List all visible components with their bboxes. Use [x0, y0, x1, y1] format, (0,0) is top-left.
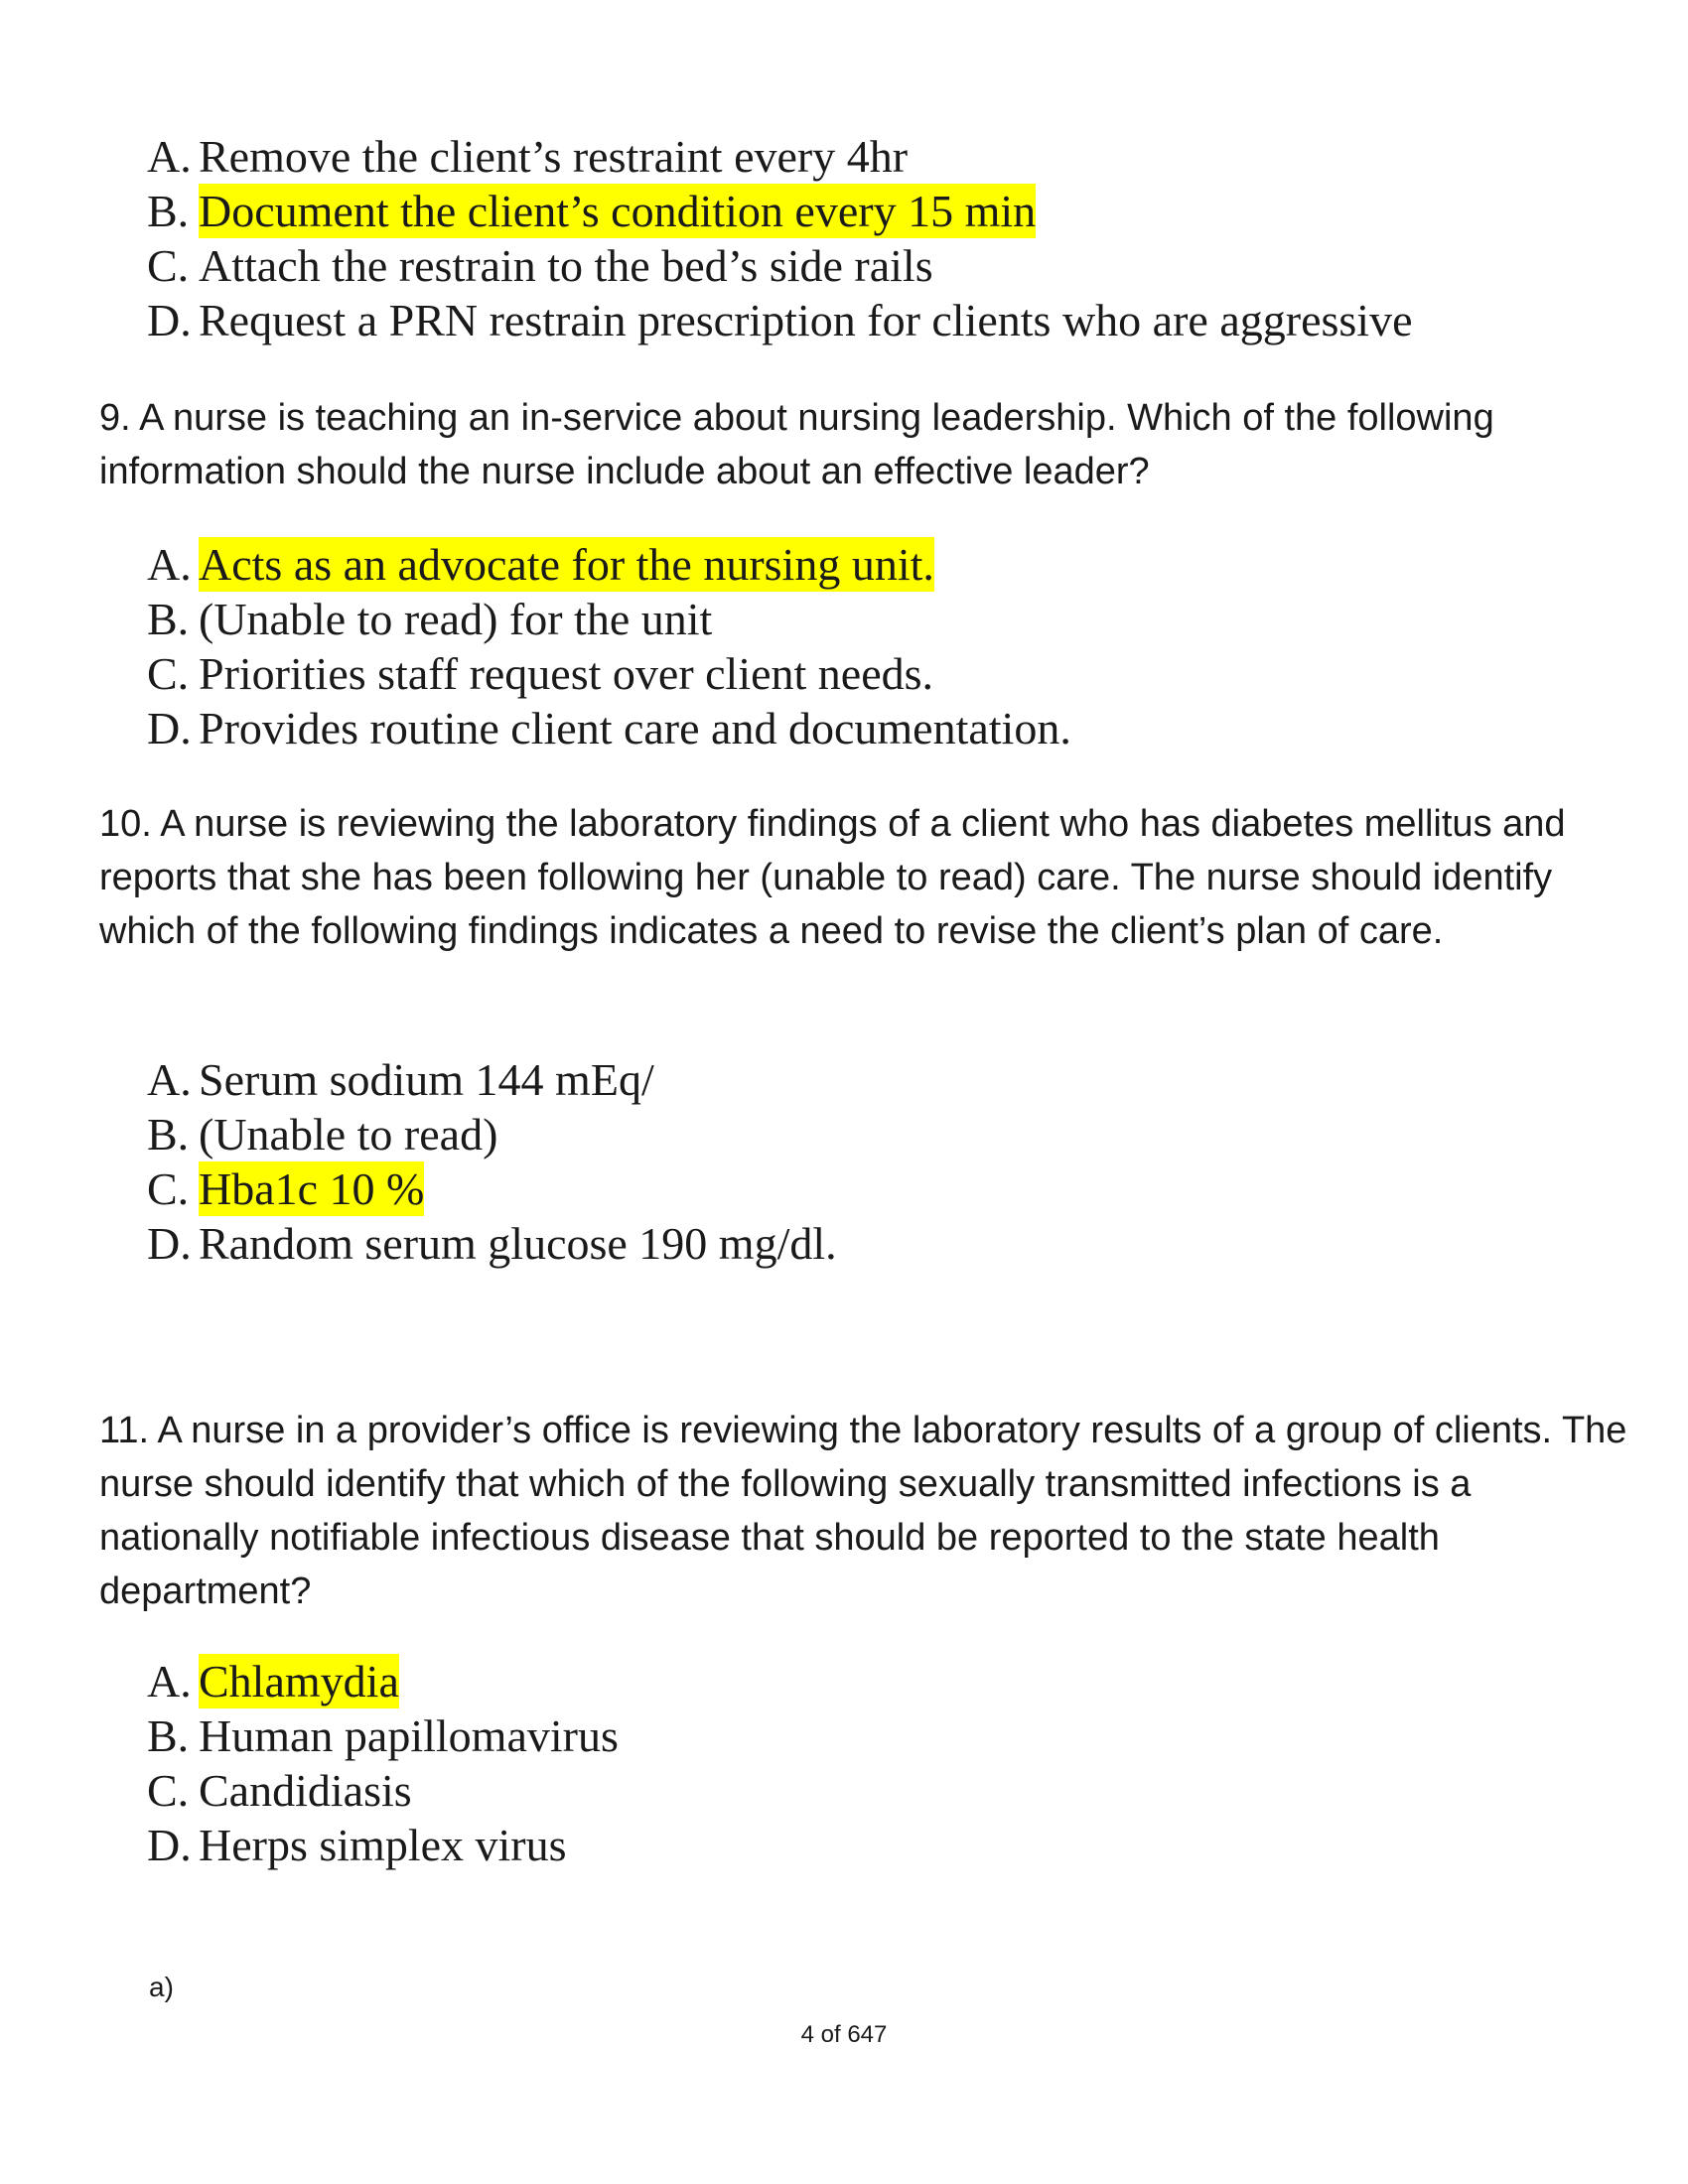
question-9-option-d [147, 701, 1071, 755]
option-letter: B. [147, 1710, 190, 1761]
option-letter: A. [147, 1054, 192, 1105]
question-11-option-b [147, 1708, 619, 1763]
question-10-options [147, 1052, 837, 1271]
question-8-options [147, 129, 1412, 347]
option-text: (Unable to read) [199, 1109, 498, 1160]
option-text: Candidiasis [199, 1765, 412, 1816]
option-letter: D. [147, 295, 192, 345]
option-letter: B. [147, 186, 190, 236]
option-letter: D. [147, 703, 192, 753]
option-text: Attach the restrain to the bed’s side rails [199, 240, 933, 291]
question-9-options [147, 537, 1071, 755]
question-11-option-d [147, 1818, 619, 1872]
question-10-option-b [147, 1107, 837, 1161]
option-text: Hba1c 10 % [199, 1163, 425, 1214]
option-text: Acts as an advocate for the nursing unit. [199, 539, 934, 590]
option-letter: A. [147, 539, 192, 590]
question-9-option-c [147, 646, 1071, 701]
option-text: Serum sodium 144 mEq/ [199, 1054, 654, 1105]
question-11-option-c [147, 1763, 619, 1818]
option-text: Request a PRN restrain prescription for clients who are aggressive [199, 295, 1413, 345]
option-text: Document the client’s condition every 15 min [199, 186, 1037, 236]
option-letter: A. [147, 1656, 192, 1706]
question-8-option-a [147, 129, 1412, 184]
question-8-option-b [147, 184, 1412, 238]
question-8-option-c [147, 238, 1412, 293]
option-text: Remove the client’s restraint every 4hr [199, 131, 909, 182]
question-9-text: 9. A nurse is teaching an in-service about nursing leadership. Which of the following information should the nurse include about an effective leader? [99, 397, 1494, 492]
question-10-text: 10. A nurse is reviewing the laboratory findings of a client who has diabetes mellitus and reports that she has been following her (unable to read) care. The nurse should identify which of the following findings indicates a need to revise the client’s plan of care. [99, 803, 1566, 952]
option-letter: A. [147, 131, 192, 182]
option-text: (Unable to read) for the unit [199, 594, 713, 644]
option-letter: C. [147, 648, 190, 699]
question-8-option-d [147, 293, 1412, 347]
option-letter: B. [147, 594, 190, 644]
option-text: Random serum glucose 190 mg/dl. [199, 1218, 837, 1269]
option-letter: B. [147, 1109, 190, 1160]
option-text: Herps simplex virus [199, 1820, 567, 1870]
option-letter: D. [147, 1218, 192, 1269]
option-text: Chlamydia [199, 1656, 399, 1706]
question-11-options [147, 1654, 619, 1872]
question-10-option-a [147, 1052, 837, 1107]
question-11-text: 11. A nurse in a provider’s office is reviewing the laboratory results of a group of clients. The nurse should identify that which of the following sexually transmitted infections is a nationally notifiable infectious disease that should be reported to the state health department? [99, 1410, 1627, 1612]
list-marker-label: a) [149, 1972, 174, 2002]
option-letter: D. [147, 1820, 192, 1870]
page-number-footer: 4 of 647 [800, 2021, 888, 2048]
question-9-option-a [147, 537, 1071, 592]
question-9-option-b [147, 592, 1071, 646]
option-text: Priorities staff request over client needs. [199, 648, 934, 699]
option-letter: C. [147, 240, 190, 291]
option-letter: C. [147, 1163, 190, 1214]
question-11-option-a [147, 1654, 619, 1708]
option-letter: C. [147, 1765, 190, 1816]
option-text: Human papillomavirus [199, 1710, 619, 1761]
question-10-option-c [147, 1161, 837, 1216]
question-10-option-d [147, 1216, 837, 1271]
option-text: Provides routine client care and documentation. [199, 703, 1071, 753]
